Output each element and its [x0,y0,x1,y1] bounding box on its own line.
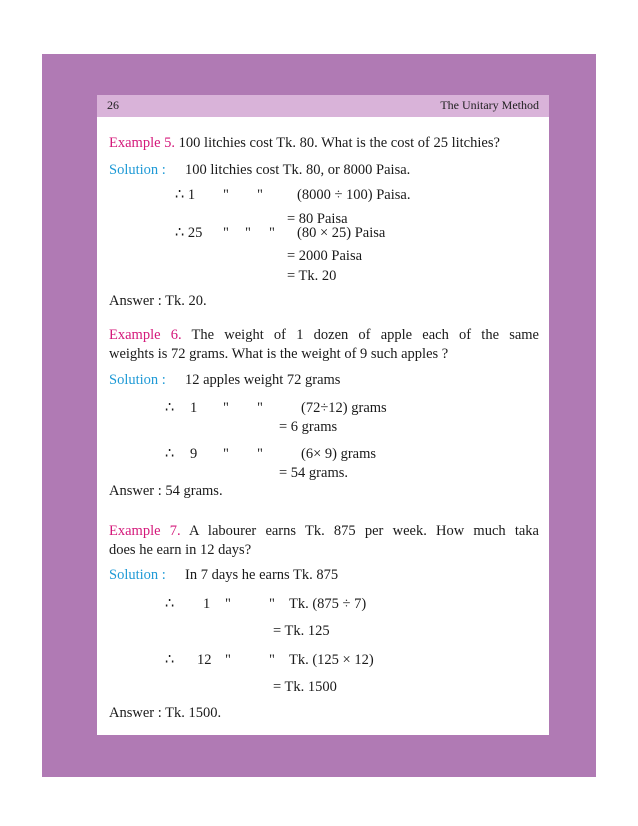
ex6-step-4-right: (6× 9) grams [301,446,377,462]
example-5-answer: Answer : Tk. 20. [109,293,207,309]
ex7-step-2-therefore: ∴ [165,596,175,612]
ex7-step-4-right: Tk. (125 × 12) [289,652,374,668]
ex7-step-1: In 7 days he earns Tk. 875 [185,567,339,583]
ex7-step-5: = Tk. 1500 [273,679,337,695]
ex6-step-4-ditto-2: " [257,446,263,462]
ex6-step-2-right: (72÷12) grams [301,400,387,416]
ex5-step-3: = 80 Paisa [287,211,348,227]
example-6-answer: Answer : 54 grams. [109,483,223,499]
ex7-step-4-therefore: ∴ [165,652,175,668]
ex6-step-4-therefore: ∴ [165,446,175,462]
ex6-step-2-therefore: ∴ [165,400,175,416]
ex7-step-2-number: 1 [203,596,211,612]
ex7-step-2-right: Tk. (875 ÷ 7) [289,596,367,612]
ex6-step-3: = 6 grams [279,419,338,435]
ex7-step-4-ditto-1: " [225,652,231,668]
example-6-question-line-1 [109,327,539,344]
ex5-step-4-right: (80 × 25) Paisa [297,225,386,241]
example-7-label: Example 7. [109,523,181,539]
example-5-text: 100 litchies cost Tk. 80. What is the cost of 25 litchies? [175,135,500,151]
ex7-step-2-ditto-1: " [225,596,231,612]
ex6-step-1: 12 apples weight 72 grams [185,372,341,388]
example-5-solution-label: Solution : [109,162,166,178]
ex7-step-2-ditto-2: " [269,596,275,612]
page-content [97,117,549,735]
ex5-step-2-right: (8000 ÷ 100) Paisa. [297,187,411,203]
example-5-question [109,135,500,152]
ex6-step-2-ditto-1: " [223,400,229,416]
ex5-step-4-ditto-3: " [269,225,275,241]
ex6-step-4-number: 9 [190,446,198,462]
ex5-step-1: 100 litchies cost Tk. 80, or 8000 Paisa. [185,162,411,178]
ex5-step-2-left: ∴ 1 [175,187,196,203]
ex7-step-3: = Tk. 125 [273,623,330,639]
page-number: 26 [107,98,119,112]
ex5-step-6: = Tk. 20 [287,268,337,284]
example-6-label: Example 6. [109,327,182,343]
ex7-step-4-ditto-2: " [269,652,275,668]
example-6-text: The weight of 1 dozen of apple each of the same [191,327,539,343]
ex5-step-2-ditto-1: " [223,187,229,203]
ex6-step-5: = 54 grams. [279,465,348,481]
ex5-step-4-ditto-1: " [223,225,229,241]
ex5-step-4-ditto-2: " [245,225,251,241]
ex5-step-4-left: ∴ 25 [175,225,203,241]
example-7-question-line-2: does he earn in 12 days? [109,542,252,558]
example-5-label: Example 5. [109,135,176,151]
example-6-solution-label: Solution : [109,372,166,388]
example-7-answer: Answer : Tk. 1500. [109,705,222,721]
ex6-step-2-number: 1 [190,400,198,416]
example-7-text: A labourer earns Tk. 875 per week. How much taka [189,523,539,539]
ex6-step-2-ditto-2: " [257,400,263,416]
chapter-title: The Unitary Method [440,98,539,112]
page-header [97,95,549,117]
ex5-step-5: = 2000 Paisa [287,248,363,264]
example-7-question-line-1 [109,523,539,540]
example-6-question-line-2: weights is 72 grams. What is the weight of 9 such apples ? [109,346,449,362]
ex6-step-4-ditto-1: " [223,446,229,462]
ex7-step-4-number: 12 [197,652,212,668]
ex5-step-2-ditto-2: " [257,187,263,203]
example-7-solution-label: Solution : [109,567,166,583]
